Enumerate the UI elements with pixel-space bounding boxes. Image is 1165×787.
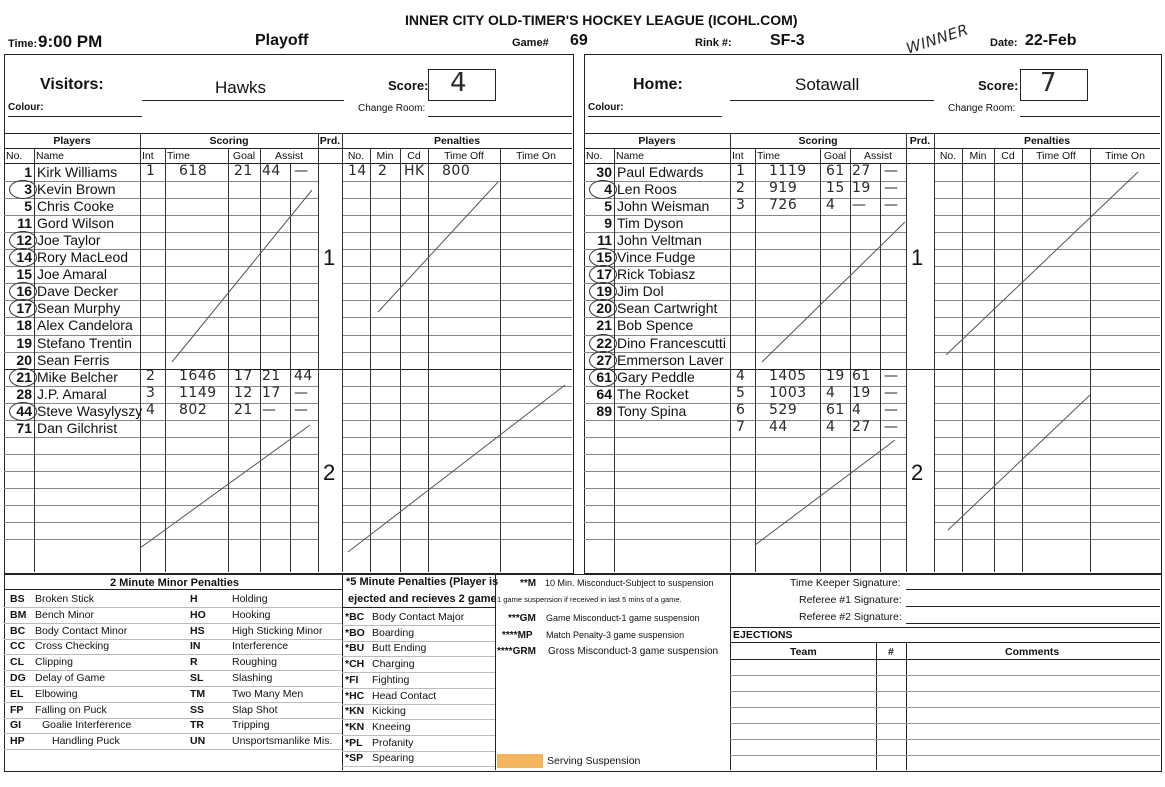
player-name: Chris Cooke bbox=[37, 198, 115, 215]
ejections-team-header: Team bbox=[790, 646, 817, 658]
player-number: 15 bbox=[16, 266, 32, 283]
goal-header: Goal bbox=[232, 150, 256, 162]
major-code: *HC bbox=[345, 689, 365, 702]
score-time: 1119 bbox=[769, 163, 807, 179]
penalty-cd-header: Cd bbox=[1001, 150, 1015, 162]
major-desc: Spearing bbox=[372, 752, 415, 765]
assist-header: Assist bbox=[274, 150, 303, 162]
minor-desc: Elbowing bbox=[35, 687, 78, 700]
player-number: 4 bbox=[604, 181, 612, 198]
major-desc: Boarding bbox=[372, 626, 415, 639]
timekeeper-signature-label: Time Keeper Signature: bbox=[790, 577, 901, 589]
score-interval: 4 bbox=[146, 401, 156, 418]
penalty-min-header: Min bbox=[969, 150, 987, 162]
mp-code: ****MP bbox=[502, 630, 533, 641]
home-colour-label: Colour: bbox=[588, 102, 624, 113]
score-time: 919 bbox=[769, 180, 798, 197]
ejections-comments-header: Comments bbox=[1005, 646, 1060, 658]
player-number: 16 bbox=[16, 283, 32, 300]
score-goal: 61 bbox=[826, 401, 845, 418]
player-name: Vince Fudge bbox=[617, 249, 696, 266]
player-name: The Rocket bbox=[617, 385, 689, 402]
score-assist-2: — bbox=[884, 418, 899, 435]
minor-desc: Broken Stick bbox=[35, 593, 94, 605]
player-number: 11 bbox=[17, 215, 32, 232]
score-goal: 21 bbox=[234, 163, 253, 179]
period-2-label: 2 bbox=[911, 460, 924, 485]
score-goal: 19 bbox=[826, 367, 845, 384]
penalty-player-number: 14 bbox=[348, 163, 367, 179]
penalty-no-header: No. bbox=[939, 150, 957, 162]
player-number: 61 bbox=[596, 368, 612, 385]
player-name: Dan Gilchrist bbox=[37, 419, 118, 436]
visitors-room-label: Change Room: bbox=[358, 103, 426, 114]
score-assist-2: — bbox=[884, 367, 899, 384]
minor-code: HP bbox=[10, 735, 25, 748]
score-interval: 3 bbox=[146, 384, 156, 401]
major-code: *FI bbox=[345, 673, 359, 686]
players-group-header: Players bbox=[53, 135, 91, 147]
score-goal: 4 bbox=[826, 197, 836, 214]
player-number: 1 bbox=[24, 164, 32, 180]
minor-code: TM bbox=[190, 687, 206, 700]
player-name: Tim Dyson bbox=[617, 215, 684, 232]
score-interval: 1 bbox=[146, 163, 156, 179]
score-assist-2: — bbox=[884, 180, 899, 197]
minor-code: TR bbox=[190, 719, 204, 732]
player-number: 44 bbox=[16, 402, 32, 419]
player-number: 28 bbox=[16, 385, 32, 402]
player-name: Joe Amaral bbox=[37, 266, 108, 283]
score-assist-2: — bbox=[294, 401, 309, 418]
major-desc: Body Contact Major bbox=[372, 611, 465, 623]
scoring-group-header: Scoring bbox=[798, 135, 838, 147]
player-number: 22 bbox=[596, 334, 612, 351]
penalty-no-header: No. bbox=[347, 150, 365, 162]
gm-code: ***GM bbox=[508, 613, 536, 624]
major-desc: Kicking bbox=[372, 705, 406, 718]
player-number: 12 bbox=[16, 232, 32, 249]
penalty-time-off-header: Time Off bbox=[444, 150, 484, 162]
major-desc: Head Contact bbox=[372, 689, 437, 702]
player-name: Jim Dol bbox=[617, 283, 664, 300]
player-number: 5 bbox=[24, 198, 32, 215]
player-name: Stefano Trentin bbox=[37, 334, 132, 351]
name-header: Name bbox=[36, 150, 65, 162]
major-title-2: ejected and recieves 2 game bbox=[348, 593, 497, 605]
no-header: No. bbox=[6, 150, 23, 162]
minor-desc: Clipping bbox=[35, 656, 73, 669]
league-title: INNER CITY OLD-TIMER'S HOCKEY LEAGUE (ICOHL.COM) bbox=[405, 12, 798, 28]
score-time: 1003 bbox=[769, 384, 807, 401]
m-desc-2: 1 game suspension if received in last 5 mins of a game. bbox=[497, 595, 682, 604]
visitors-score: 4 bbox=[450, 68, 468, 98]
home-room-label: Change Room: bbox=[948, 103, 1016, 114]
serving-suspension-label: Serving Suspension bbox=[547, 755, 641, 767]
score-goal: 15 bbox=[826, 180, 845, 197]
minor-code: IN bbox=[190, 640, 201, 653]
int-header: Int bbox=[142, 150, 154, 162]
player-number: 27 bbox=[596, 351, 612, 368]
player-name: John Veltman bbox=[617, 232, 702, 249]
player-number: 89 bbox=[596, 402, 612, 419]
visitors-colour-label: Colour: bbox=[8, 102, 44, 113]
player-name: Mike Belcher bbox=[37, 368, 118, 385]
player-number: 5 bbox=[604, 198, 612, 215]
score-assist-1: 17 bbox=[262, 384, 281, 401]
score-assist-1: 44 bbox=[262, 163, 281, 179]
player-number: 30 bbox=[596, 164, 612, 180]
penalties-group-header: Penalties bbox=[433, 135, 481, 147]
major-desc: Kneeing bbox=[372, 720, 411, 733]
minor-desc: Handling Puck bbox=[52, 735, 120, 748]
player-number: 20 bbox=[596, 300, 612, 317]
prd-group-header: Prd. bbox=[319, 135, 341, 147]
player-number: 3 bbox=[24, 181, 32, 198]
major-code: *BC bbox=[345, 611, 365, 623]
minor-code: CL bbox=[10, 656, 24, 669]
score-assist-1: 19 bbox=[852, 384, 871, 401]
score-time: 1149 bbox=[179, 384, 217, 401]
score-goal: 61 bbox=[826, 163, 845, 179]
major-code: *PL bbox=[345, 736, 363, 749]
minor-title: 2 Minute Minor Penalties bbox=[110, 577, 239, 589]
player-number: 19 bbox=[596, 283, 612, 300]
period-1-label: 1 bbox=[323, 245, 336, 270]
minor-code: DG bbox=[10, 672, 26, 684]
player-name: Emmerson Laver bbox=[617, 351, 724, 368]
date-label: Date: bbox=[990, 37, 1018, 49]
player-number: 21 bbox=[596, 317, 612, 334]
name-header: Name bbox=[616, 150, 645, 162]
player-name: Kevin Brown bbox=[37, 181, 116, 198]
player-name: Sean Murphy bbox=[37, 300, 121, 317]
player-number: 64 bbox=[596, 385, 612, 402]
player-name: J.P. Amaral bbox=[37, 385, 107, 402]
assist-header: Assist bbox=[863, 150, 892, 162]
score-time: 44 bbox=[769, 418, 788, 435]
minor-desc: Interference bbox=[232, 640, 289, 653]
penalty-time-on-header: Time On bbox=[1105, 150, 1145, 162]
score-assist-1: 21 bbox=[262, 367, 281, 384]
player-number: 20 bbox=[16, 351, 32, 368]
grm-desc: Gross Misconduct-3 game suspension bbox=[548, 646, 719, 657]
player-name: John Weisman bbox=[617, 198, 710, 215]
major-code: *CH bbox=[345, 658, 365, 671]
penalty-cd-header: Cd bbox=[407, 150, 421, 162]
mp-desc: Match Penalty-3 game suspension bbox=[546, 630, 685, 640]
player-name: Dino Francescutti bbox=[617, 334, 726, 351]
player-number: 14 bbox=[16, 249, 32, 266]
penalty-time-off: 800 bbox=[442, 163, 471, 179]
player-number: 11 bbox=[597, 232, 612, 249]
score-assist-1: 27 bbox=[852, 418, 871, 435]
minor-desc: Slashing bbox=[232, 672, 273, 684]
major-desc: Charging bbox=[372, 658, 415, 671]
minor-code: R bbox=[190, 656, 198, 669]
grm-code: ****GRM bbox=[497, 646, 536, 657]
player-number: 18 bbox=[16, 317, 32, 334]
score-assist-1: 27 bbox=[852, 163, 871, 179]
score-assist-1: — bbox=[262, 401, 277, 418]
minor-code: GI bbox=[10, 719, 22, 732]
score-goal: 4 bbox=[826, 384, 836, 401]
score-goal: 4 bbox=[826, 418, 836, 435]
score-assist-2: — bbox=[884, 401, 899, 418]
score-time: 802 bbox=[179, 401, 208, 418]
player-name: Gord Wilson bbox=[37, 215, 115, 232]
score-assist-2: — bbox=[884, 384, 899, 401]
time-label: Time: bbox=[8, 38, 38, 50]
score-interval: 2 bbox=[146, 367, 156, 384]
minor-desc: Holding bbox=[232, 593, 268, 605]
player-name: Sean Ferris bbox=[37, 351, 110, 368]
score-assist-1: 61 bbox=[852, 367, 871, 384]
score-interval: 6 bbox=[736, 401, 746, 418]
major-desc: Butt Ending bbox=[372, 642, 427, 655]
player-number: 9 bbox=[604, 215, 612, 232]
score-interval: 2 bbox=[736, 180, 746, 197]
time-header: Time bbox=[167, 150, 190, 162]
home-score-label: Score: bbox=[978, 78, 1019, 93]
penalty-time-off-header: Time Off bbox=[1036, 150, 1076, 162]
minor-desc: Hooking bbox=[232, 608, 271, 621]
home-score: 7 bbox=[1040, 68, 1058, 98]
score-time: 529 bbox=[769, 401, 798, 418]
player-number: 21 bbox=[16, 368, 32, 385]
player-number: 19 bbox=[16, 334, 32, 351]
major-code: *SP bbox=[345, 752, 364, 765]
minor-code: SL bbox=[190, 672, 204, 684]
score-goal: 17 bbox=[234, 367, 253, 384]
game-label: Game# bbox=[512, 37, 549, 49]
period-1-label: 1 bbox=[911, 245, 924, 270]
player-name: Gary Peddle bbox=[617, 368, 695, 385]
minor-desc: Delay of Game bbox=[35, 672, 106, 684]
minor-desc: Body Contact Minor bbox=[35, 624, 128, 637]
player-name: Len Roos bbox=[617, 181, 677, 198]
player-name: Steve Wasylyszy bbox=[37, 402, 143, 419]
player-name: Kirk Williams bbox=[37, 164, 118, 180]
score-interval: 1 bbox=[736, 163, 746, 179]
visitors-label: Visitors: bbox=[40, 76, 104, 93]
minor-desc: Tripping bbox=[232, 719, 270, 732]
ejections-title: EJECTIONS bbox=[733, 629, 793, 641]
players-group-header: Players bbox=[638, 135, 676, 147]
ejections-number-header: # bbox=[888, 646, 894, 658]
score-assist-2: — bbox=[294, 384, 309, 401]
major-code: *BO bbox=[345, 626, 365, 639]
score-assist-1: 4 bbox=[852, 401, 862, 418]
player-name: Dave Decker bbox=[37, 283, 118, 300]
minor-desc: High Sticking Minor bbox=[232, 624, 323, 637]
visitors-score-label: Score: bbox=[388, 78, 429, 93]
score-assist-1: 19 bbox=[852, 180, 871, 197]
m-desc: 10 Min. Misconduct-Subject to suspension bbox=[545, 578, 714, 588]
penalty-time-on-header: Time On bbox=[516, 150, 556, 162]
minor-code: HS bbox=[190, 624, 205, 637]
minor-desc: Goalie Interference bbox=[42, 719, 132, 732]
rink-label: Rink #: bbox=[695, 37, 732, 49]
score-assist-2: — bbox=[294, 163, 309, 179]
penalty-min-header: Min bbox=[376, 150, 394, 162]
score-assist-2: 44 bbox=[294, 367, 313, 384]
score-time: 1405 bbox=[769, 367, 807, 384]
minor-code: BC bbox=[10, 624, 26, 637]
penalty-minutes: 2 bbox=[378, 163, 388, 179]
player-name: Rory MacLeod bbox=[37, 249, 129, 266]
goal-header: Goal bbox=[823, 150, 847, 162]
referee2-signature-label: Referee #2 Signature: bbox=[799, 611, 902, 623]
minor-desc: Bench Minor bbox=[35, 608, 94, 621]
minor-code: BM bbox=[10, 608, 27, 621]
score-interval: 7 bbox=[736, 418, 746, 435]
minor-code: H bbox=[190, 593, 198, 605]
referee1-signature-label: Referee #1 Signature: bbox=[799, 594, 902, 606]
major-title-1: *5 Minute Penalties (Player is bbox=[346, 576, 499, 588]
player-number: 71 bbox=[16, 419, 32, 436]
minor-desc: Falling on Puck bbox=[35, 703, 107, 716]
score-time: 618 bbox=[179, 163, 208, 179]
minor-desc: Two Many Men bbox=[232, 687, 304, 700]
period-2-label: 2 bbox=[323, 460, 336, 485]
home-team: Sotawall bbox=[795, 75, 860, 94]
m-code: **M bbox=[520, 578, 537, 589]
int-header: Int bbox=[732, 150, 744, 162]
minor-desc: Roughing bbox=[232, 656, 277, 669]
score-time: 726 bbox=[769, 197, 798, 214]
game-time: 9:00 PM bbox=[38, 32, 103, 51]
game-number: 69 bbox=[570, 32, 588, 49]
no-header: No. bbox=[586, 150, 603, 162]
score-goal: 21 bbox=[234, 401, 253, 418]
major-desc: Profanity bbox=[372, 736, 414, 749]
visitors-team: Hawks bbox=[215, 78, 267, 97]
player-name: Joe Taylor bbox=[37, 232, 101, 249]
scoring-group-header: Scoring bbox=[209, 135, 249, 147]
player-name: Rick Tobiasz bbox=[617, 266, 696, 283]
player-number: 15 bbox=[596, 249, 612, 266]
time-header: Time bbox=[757, 150, 780, 162]
minor-code: SS bbox=[190, 703, 205, 716]
penalties-group-header: Penalties bbox=[1023, 135, 1071, 147]
score-interval: 5 bbox=[736, 384, 746, 401]
score-assist-1: — bbox=[852, 197, 867, 214]
gm-desc: Game Misconduct-1 game suspension bbox=[546, 613, 700, 623]
major-code: *KN bbox=[345, 705, 365, 718]
player-name: Alex Candelora bbox=[37, 317, 133, 334]
minor-code: FP bbox=[10, 703, 24, 716]
rink-value: SF-3 bbox=[770, 32, 805, 49]
prd-group-header: Prd. bbox=[909, 135, 931, 147]
score-interval: 3 bbox=[736, 197, 746, 214]
major-desc: Fighting bbox=[372, 673, 410, 686]
minor-code: CC bbox=[10, 640, 26, 653]
player-name: Paul Edwards bbox=[617, 164, 704, 180]
penalty-code: HK bbox=[404, 163, 425, 179]
minor-code: BS bbox=[10, 593, 25, 605]
major-code: *BU bbox=[345, 642, 365, 655]
minor-code: HO bbox=[190, 608, 206, 621]
home-label: Home: bbox=[633, 76, 683, 93]
game-type: Playoff bbox=[255, 32, 309, 49]
game-date: 22-Feb bbox=[1025, 32, 1077, 49]
major-code: *KN bbox=[345, 720, 365, 733]
minor-desc: Unsportsmanlike Mis. bbox=[232, 735, 333, 748]
winner-note: WINNER bbox=[903, 20, 971, 58]
player-number: 17 bbox=[596, 266, 612, 283]
minor-code: EL bbox=[10, 687, 24, 700]
score-interval: 4 bbox=[736, 367, 746, 384]
player-name: Sean Cartwright bbox=[617, 300, 718, 317]
minor-desc: Slap Shot bbox=[232, 703, 278, 716]
minor-desc: Cross Checking bbox=[35, 640, 110, 653]
player-name: Tony Spina bbox=[617, 402, 687, 419]
score-assist-2: — bbox=[884, 163, 899, 179]
score-goal: 12 bbox=[234, 384, 253, 401]
score-time: 1646 bbox=[179, 367, 217, 384]
score-assist-2: — bbox=[884, 197, 899, 214]
minor-code: UN bbox=[190, 735, 206, 748]
player-name: Bob Spence bbox=[617, 317, 694, 334]
player-number: 17 bbox=[16, 300, 32, 317]
